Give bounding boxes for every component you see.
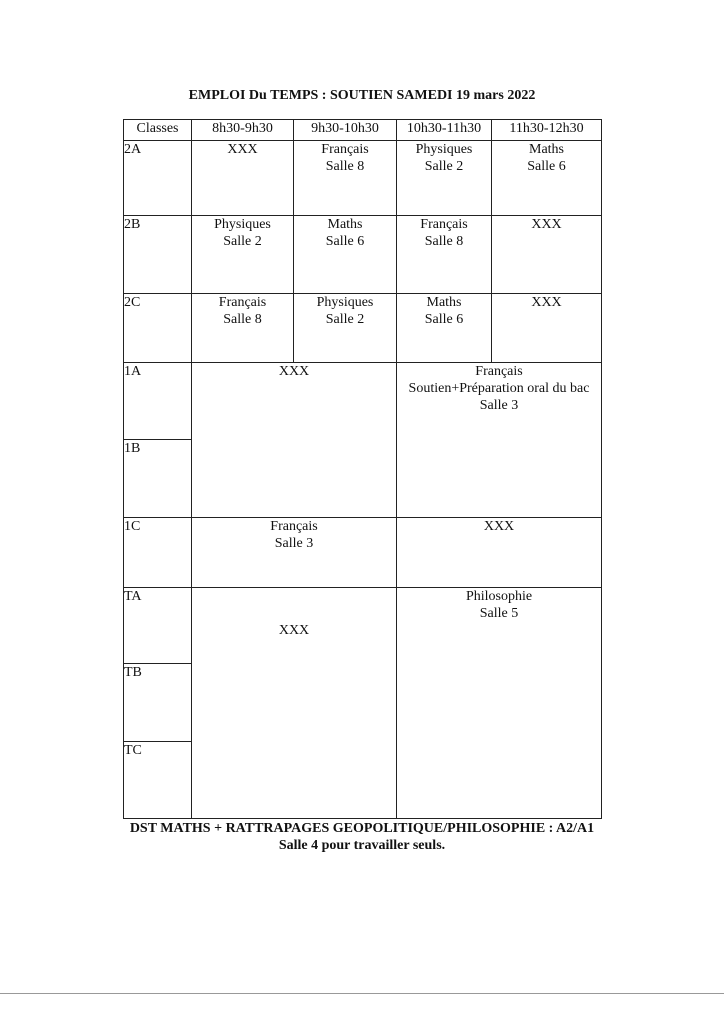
class-label-ta: TA bbox=[124, 588, 192, 664]
cell-1a1b-late bbox=[397, 363, 602, 518]
cell-room: Salle 5 bbox=[479, 606, 519, 621]
cell-2c-slot4 bbox=[492, 294, 602, 363]
cell-2a-slot2 bbox=[294, 141, 397, 216]
cell-text: XXX bbox=[278, 623, 310, 638]
cell-subject: Maths bbox=[426, 295, 462, 310]
page-title: EMPLOI Du TEMPS : SOUTIEN SAMEDI 19 mars 2022 bbox=[188, 88, 536, 103]
cell-room: Salle 8 bbox=[325, 159, 365, 174]
cell-subject: Maths bbox=[327, 217, 363, 232]
cell-text: XXX bbox=[531, 295, 562, 310]
cell-subject: Français bbox=[270, 519, 318, 534]
cell-subject: Français bbox=[475, 364, 523, 379]
cell-subject: Physiques bbox=[214, 217, 271, 232]
cell-2b-slot3 bbox=[397, 216, 492, 294]
cell-subject: Français bbox=[218, 295, 267, 310]
cell-room: Salle 2 bbox=[325, 312, 365, 327]
row-2c bbox=[124, 294, 602, 363]
row-ta bbox=[124, 588, 602, 664]
cell-subject: Physiques bbox=[316, 295, 374, 310]
cell-subject: Maths bbox=[529, 142, 564, 157]
cell-text: XXX bbox=[278, 364, 310, 379]
cell-1c-late bbox=[397, 518, 602, 588]
cell-2b-slot1 bbox=[192, 216, 294, 294]
header-slot-2: 9h30-10h30 bbox=[294, 120, 397, 141]
cell-2b-slot4 bbox=[492, 216, 602, 294]
cell-2c-slot3 bbox=[397, 294, 492, 363]
cell-2a-slot1 bbox=[192, 141, 294, 216]
footer-note-1: DST MATHS + RATTRAPAGES GEOPOLITIQUE/PHILOSOPHIE : A2/A1 bbox=[129, 821, 595, 836]
cell-room: Salle 6 bbox=[325, 234, 365, 249]
cell-room: Salle 6 bbox=[527, 159, 566, 174]
header-slot-4: 11h30-12h30 bbox=[492, 120, 602, 141]
cell-2a-slot3 bbox=[397, 141, 492, 216]
cell-2c-slot2 bbox=[294, 294, 397, 363]
cell-room: Salle 8 bbox=[424, 234, 464, 249]
cell-text: XXX bbox=[227, 142, 258, 157]
cell-subject: Philosophie bbox=[465, 589, 533, 604]
header-row bbox=[124, 120, 602, 141]
class-label-2c: 2C bbox=[124, 294, 192, 363]
timetable bbox=[123, 119, 602, 819]
cell-t-morning bbox=[192, 588, 397, 819]
cell-subject: Physiques bbox=[415, 142, 473, 157]
cell-room: Salle 3 bbox=[479, 398, 519, 413]
class-label-1b: 1B bbox=[124, 440, 192, 518]
header-slot-3: 10h30-11h30 bbox=[397, 120, 492, 141]
cell-t-late bbox=[397, 588, 602, 819]
class-label-1a: 1A bbox=[124, 363, 192, 440]
cell-2b-slot2 bbox=[294, 216, 397, 294]
cell-subject: Français bbox=[321, 142, 369, 157]
row-1c bbox=[124, 518, 602, 588]
cell-room: Salle 8 bbox=[223, 312, 262, 327]
footer-note-2: Salle 4 pour travailler seuls. bbox=[278, 838, 446, 853]
page-bottom-rule bbox=[0, 993, 724, 994]
cell-1a1b-morning bbox=[192, 363, 397, 518]
cell-detail: Soutien+Préparation oral du bac bbox=[408, 381, 590, 396]
header-slot-1: 8h30-9h30 bbox=[192, 120, 294, 141]
cell-subject: Français bbox=[420, 217, 468, 232]
class-label-2b: 2B bbox=[124, 216, 192, 294]
class-label-1c: 1C bbox=[124, 518, 192, 588]
cell-text: XXX bbox=[483, 519, 515, 534]
cell-room: Salle 2 bbox=[424, 159, 464, 174]
row-2a bbox=[124, 141, 602, 216]
cell-2a-slot4 bbox=[492, 141, 602, 216]
cell-1c-morning bbox=[192, 518, 397, 588]
class-label-2a: 2A bbox=[124, 141, 192, 216]
cell-room: Salle 3 bbox=[274, 536, 314, 551]
cell-2c-slot1 bbox=[192, 294, 294, 363]
row-1a bbox=[124, 363, 602, 440]
cell-room: Salle 6 bbox=[424, 312, 464, 327]
header-classes: Classes bbox=[124, 120, 192, 141]
cell-text: XXX bbox=[531, 217, 562, 232]
row-2b bbox=[124, 216, 602, 294]
class-label-tb: TB bbox=[124, 664, 192, 742]
cell-room: Salle 2 bbox=[223, 234, 262, 249]
class-label-tc: TC bbox=[124, 742, 192, 819]
